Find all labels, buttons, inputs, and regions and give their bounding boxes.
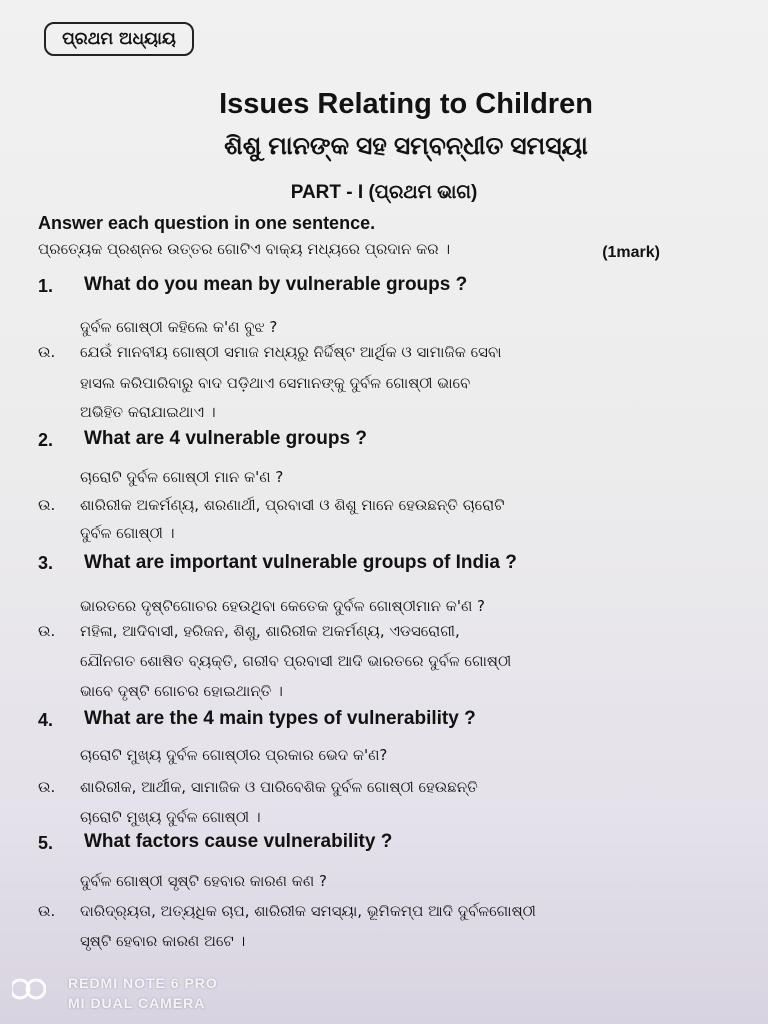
answer-label: ଉ. [38,902,56,920]
answer-label: ଉ. [38,778,56,796]
question-english: What factors cause vulnerability ? [84,831,393,852]
instruction-odia: ପ୍ରତ୍ୟେକ ପ୍ରଶ୍ନର ଉତ୍ତର ଗୋଟିଏ ବାକ୍ୟ ମଧ୍ୟରେ ପ୍ରଦାନ କର । [38,240,451,258]
question-number: 4. [38,710,54,730]
part-heading: PART - I (ପ୍ରଥମ ଭାଗ) [290,182,478,203]
answer-line: ଯେଉଁ ମାନବୀୟ ଗୋଷ୍ଠୀ ସମାଜ ମଧ୍ୟରୁ ନିର୍ଦ୍ଦିଷ୍ଟ ଆର୍ଥିକ ଓ ସାମାଜିକ ସେବା [80,343,502,361]
answer-line: ଯୌନଗତ ଶୋଷିତ ବ୍ୟକ୍ତି, ଗରୀବ ପ୍ରବାସୀ ଆଦି ଭାରତରେ ଦୁର୍ବଳ ଗୋଷ୍ଠୀ [80,652,512,670]
marks-label: (1mark) [602,244,660,261]
instruction-english: Answer each question in one sentence. [38,213,376,233]
question-odia: ଚାରୋଟି ମୁଖ୍ୟ ଦୁର୍ବଳ ଗୋଷ୍ଠୀର ପ୍ରକାର ଭେଦ କ'ଣ? [80,746,388,764]
question-number: 2. [38,430,54,450]
question-odia: ଚାରୋଟି ଦୁର୍ବଳ ଗୋଷ୍ଠୀ ମାନ କ'ଣ ? [80,468,284,486]
question-number: 1. [38,276,54,296]
answer-line: ଚାରୋଟି ମୁଖ୍ୟ ଦୁର୍ବଳ ଗୋଷ୍ଠୀ । [80,808,261,826]
question-english: What are important vulnerable groups of India ? [84,552,517,573]
chapter-label-box [44,22,194,56]
question-english: What do you mean by vulnerable groups ? [84,274,468,295]
answer-line: ହାସଲ କରିପାରିବାରୁ ବାଦ ପଡ଼ିଥାଏ ସେମାନଙ୍କୁ ଦୁର୍ବଳ ଗୋଷ୍ଠୀ ଭାବେ [80,374,471,392]
dual-camera-icon [12,976,46,1002]
question-number: 5. [38,833,54,853]
answer-line: ଦୁର୍ବଳ ଗୋଷ୍ଠୀ । [80,524,175,542]
answer-line: ମହିଳା, ଆଦିବାସୀ, ହରିଜନ, ଶିଶୁ, ଶାରିରୀକ ଅକର୍ମଣ୍ୟ, ଏଡସରୋଗୀ, [80,622,460,640]
chapter-label: ପ୍ରଥମ ଅଧ୍ୟାୟ [62,29,176,49]
camera-watermark-camera: MI DUAL CAMERA [68,995,206,1011]
question-number: 3. [38,553,54,573]
answer-line: ସୃଷ୍ଟି ହେବାର କାରଣ ଅଟେ । [80,932,246,950]
question-odia: ଦୁର୍ବଳ ଗୋଷ୍ଠୀ ସୃଷ୍ଟି ହେବାର କାରଣ କଣ ? [80,872,327,890]
question-odia: ଦୁର୍ବଳ ଗୋଷ୍ଠୀ କହିଲେ କ'ଣ ବୁଝ ? [80,318,278,336]
page-title-odia: ଶିଶୁ ମାନଙ୍କ ସହ ସମ୍ବନ୍ଧୀତ ସମସ୍ୟା [224,132,588,160]
question-english: What are 4 vulnerable groups ? [84,428,367,449]
page-title-english: Issues Relating to Children [219,88,593,120]
answer-line: ଦାରିଦ୍ର୍ୟତା, ଅତ୍ୟଧିକ ଚାପ, ଶାରିରୀକ ସମସ୍ୟା, ଭୂମିକମ୍ପ ଆଦି ଦୁର୍ବଳଗୋଷ୍ଠୀ [80,902,536,920]
camera-watermark-model: REDMI NOTE 6 PRO [68,975,218,991]
question-odia: ଭାରତରେ ଦୃଷ୍ଟିଗୋଚର ହେଉଥିବା କେତେକ ଦୁର୍ବଳ ଗୋଷ୍ଠୀମାନ କ'ଣ ? [80,597,486,615]
answer-label: ଉ. [38,622,56,640]
answer-line: ଶାରିରୀକ, ଆର୍ଥୀକ, ସାମାଜିକ ଓ ପାରିବେଶିକ ଦୁର୍ବଳ ଗୋଷ୍ଠୀ ହେଉଛନ୍ତି [80,778,478,796]
answer-line: ଭାବେ ଦୃଷ୍ଟି ଗୋଚର ହୋଇଥାନ୍ତି । [80,682,283,700]
answer-label: ଉ. [38,496,56,514]
answer-line: ଅଭିହିତ କରାଯାଇଥାଏ । [80,403,216,421]
question-english: What are the 4 main types of vulnerability ? [84,708,476,729]
answer-label: ଉ. [38,343,56,361]
answer-line: ଶାରିରୀକ ଅକର୍ମଣ୍ୟ, ଶରଣାର୍ଥୀ, ପ୍ରବାସୀ ଓ ଶିଶୁ ମାନେ ହେଉଛନ୍ତି ଚାରୋଟି [80,496,505,514]
